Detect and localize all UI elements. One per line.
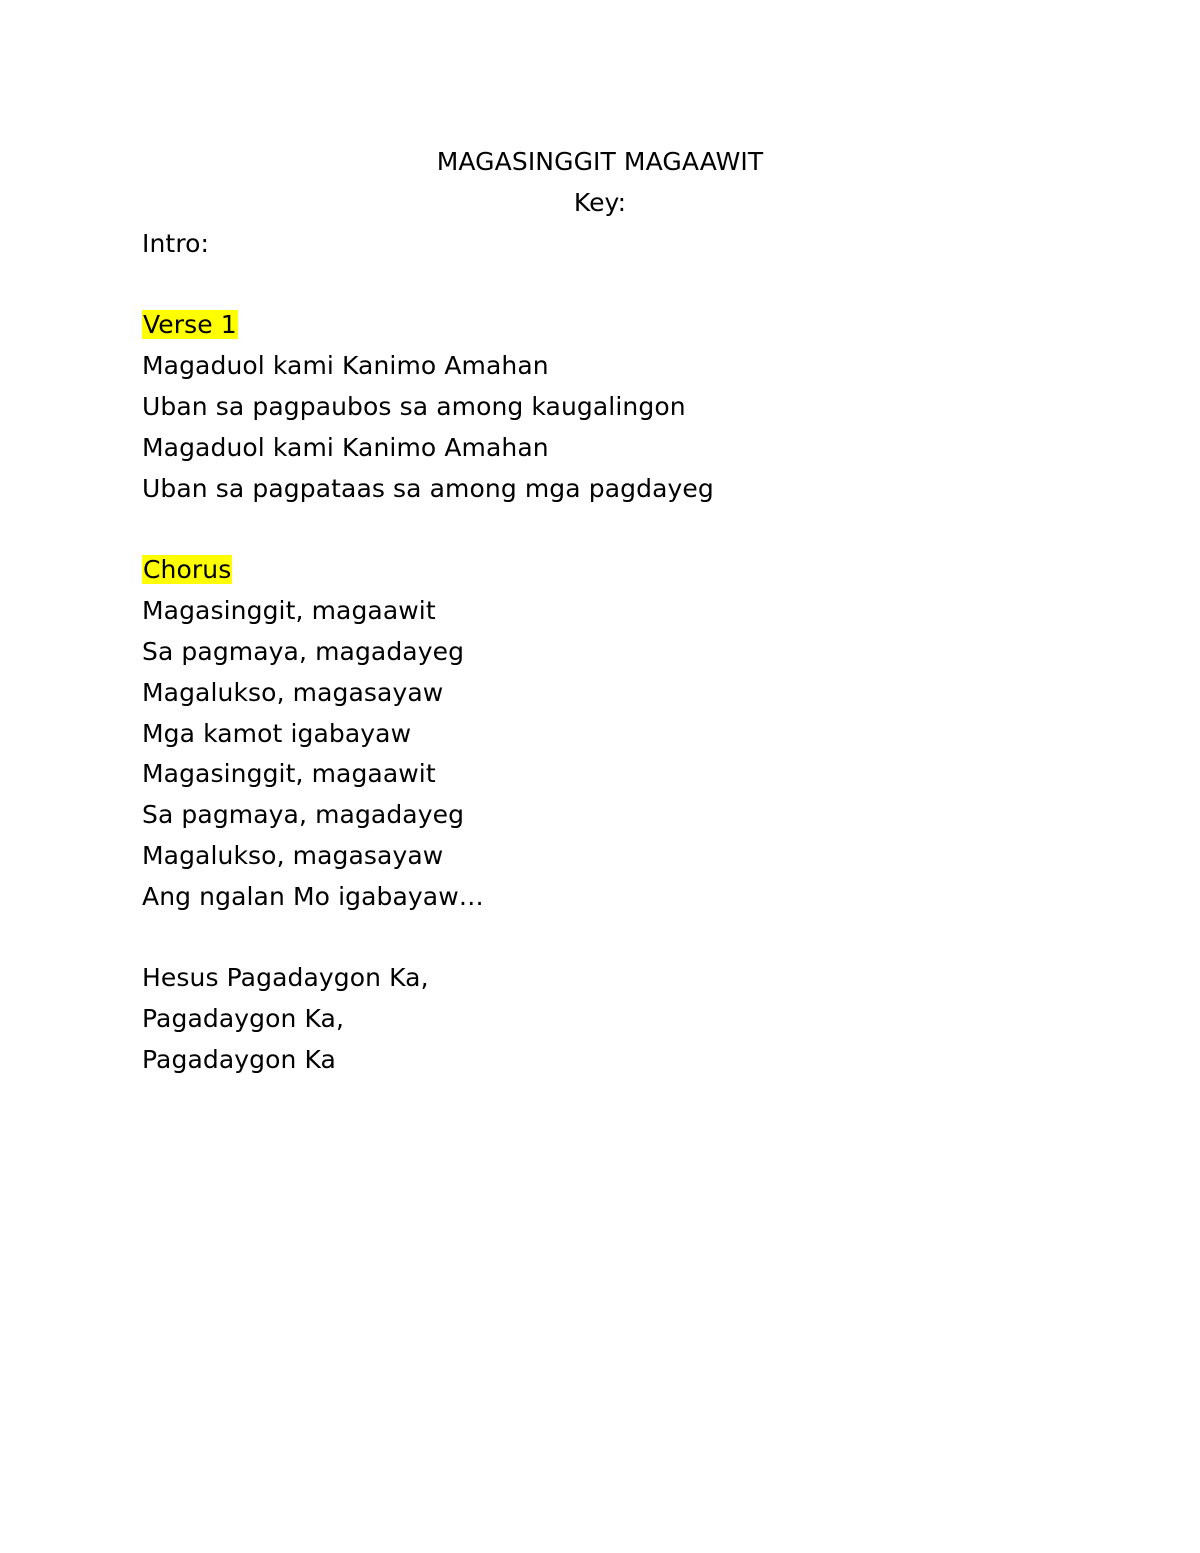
chorus-line: Magalukso, magasayaw	[142, 841, 444, 870]
chorus-heading-text: Chorus	[143, 555, 232, 584]
chorus-line: Ang ngalan Mo igabayaw…	[142, 882, 484, 911]
chorus-line: Magalukso, magasayaw	[142, 678, 444, 707]
verse1-line: Uban sa pagpaubos sa among kaugalingon	[142, 392, 686, 421]
chorus-line: Sa pagmaya, magadayeg	[142, 637, 465, 666]
ending-line: Pagadaygon Ka	[142, 1045, 336, 1074]
verse1-line: Magaduol kami Kanimo Amahan	[142, 433, 549, 462]
chorus-line: Sa pagmaya, magadayeg	[142, 800, 465, 829]
chorus-heading	[142, 553, 232, 587]
verse1-line: Magaduol kami Kanimo Amahan	[142, 351, 549, 380]
verse1-line: Uban sa pagpataas sa among mga pagdayeg	[142, 474, 714, 503]
key-label: Key:	[573, 188, 627, 217]
ending-line: Pagadaygon Ka,	[142, 1004, 345, 1033]
verse1-heading-text: Verse 1	[143, 310, 237, 339]
chorus-line: Magasinggit, magaawit	[142, 759, 436, 788]
ending-line: Hesus Pagadaygon Ka,	[142, 963, 429, 992]
intro-label: Intro:	[142, 229, 210, 258]
chorus-line: Mga kamot igabayaw	[142, 719, 412, 748]
chorus-line: Magasinggit, magaawit	[142, 596, 436, 625]
verse1-heading	[142, 308, 238, 342]
song-title: MAGASINGGIT MAGAAWIT	[436, 147, 764, 176]
